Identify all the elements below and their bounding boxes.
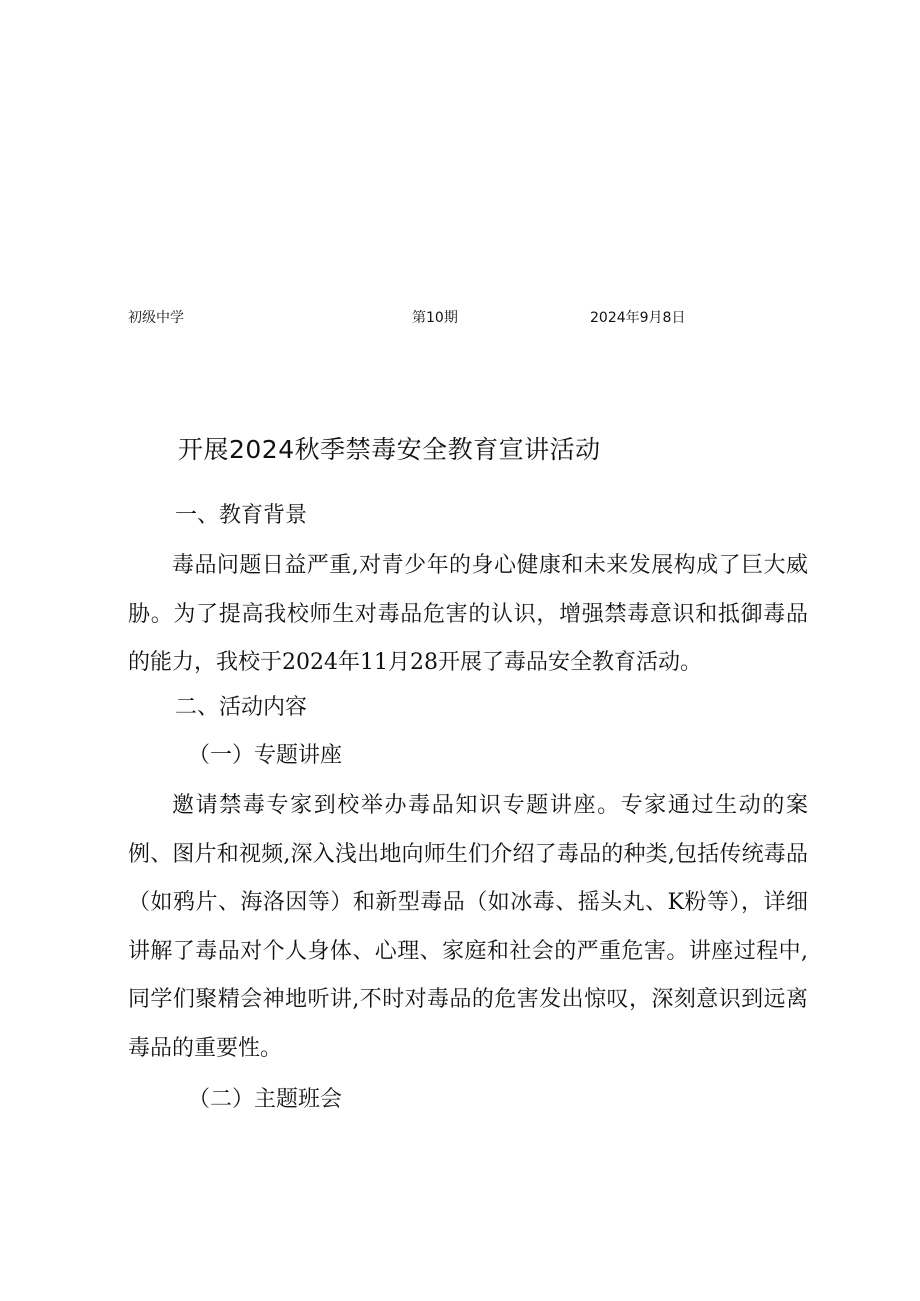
subsection-heading-class-meeting: （二）主题班会 [188, 1087, 343, 1112]
header-date: 2024年9月8日 [590, 310, 686, 326]
header-school: 初级中学 [128, 310, 184, 326]
section-heading-background: 一、教育背景 [175, 503, 308, 528]
subsection-heading-lecture: （一）专题讲座 [188, 743, 343, 768]
background-paragraph: 毒品问题日益严重,对青少年的身心健康和未来发展构成了巨大威胁。为了提高我校师生对毒品危害的认识，增强禁毒意识和抵御毒品的能力，我校于2024年11月28开展了毒品安全教育活动。 [128, 553, 808, 676]
lecture-paragraph: 邀请禁毒专家到校举办毒品知识专题讲座。专家通过生动的案例、图片和视频,深入浅出地向师生们介绍了毒品的种类,包括传统毒品（如鸦片、海洛因等）和新型毒品（如冰毒、摇头丸、K粉等），详细讲解了毒品对个人身体、心理、家庭和社会的严重危害。讲座过程中,同学们聚精会神地听讲,不时对毒品的危害发出惊叹，深刻意识到远离毒品的重要性。 [128, 793, 808, 1061]
document-title: 开展2024秋季禁毒安全教育宣讲活动 [178, 435, 601, 464]
section-heading-content: 二、活动内容 [175, 695, 308, 720]
header-issue: 第10期 [412, 310, 458, 326]
